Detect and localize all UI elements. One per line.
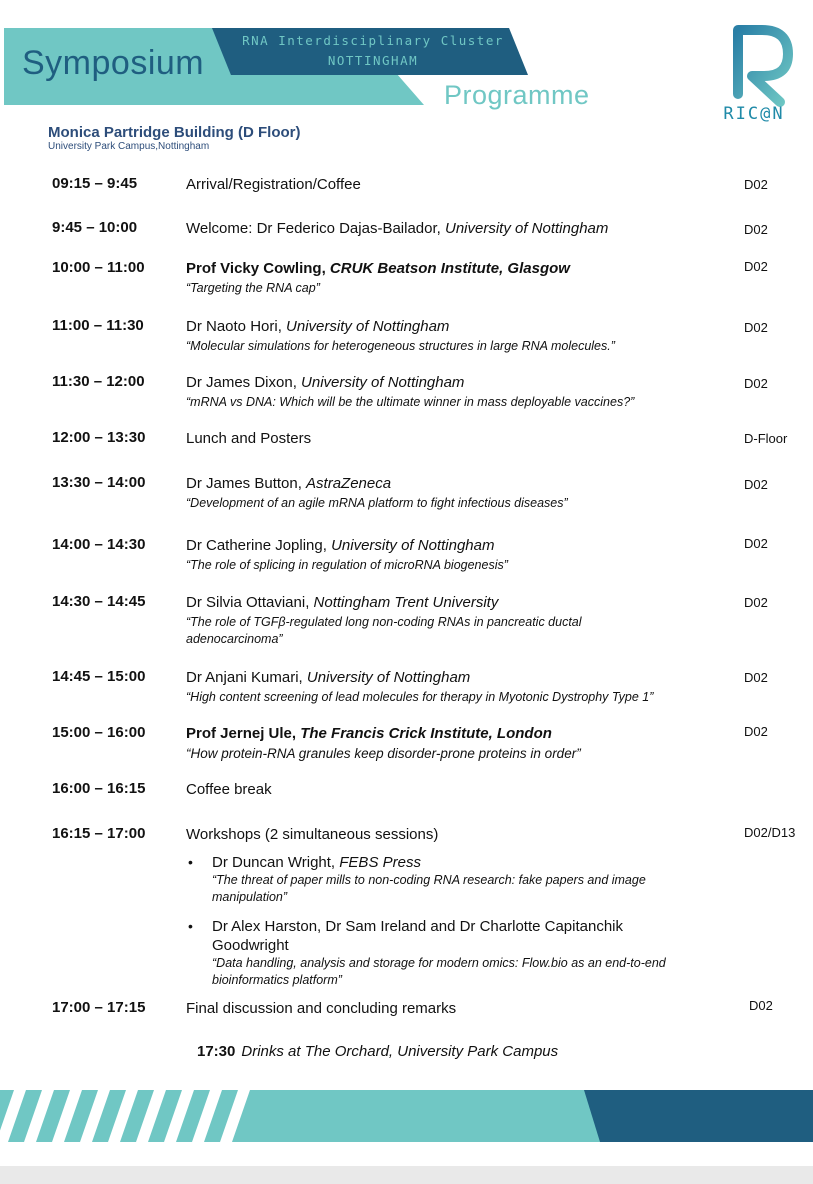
talk-title: “Development of an agile mRNA platform to fight infectious diseases”	[186, 496, 568, 510]
footer-stripes	[0, 1090, 813, 1142]
session-room: D02	[744, 477, 768, 492]
venue-campus: University Park Campus,Nottingham	[48, 141, 210, 152]
session-description	[186, 219, 726, 238]
talk-title: “The role of TGFβ-regulated long non-coding RNAs in pancreatic ductal adenocarcinoma”	[186, 615, 582, 646]
session-description	[186, 317, 726, 355]
talk-title: “Targeting the RNA cap”	[186, 281, 320, 295]
session-room: D02	[744, 177, 768, 192]
cluster-line-2: NOTTINGHAM	[327, 53, 419, 68]
session-room: D02	[744, 320, 768, 335]
session-title: Dr Anjani Kumari,	[186, 669, 307, 686]
session-room: D02/D13	[744, 825, 796, 840]
session-description	[186, 825, 726, 844]
session-affiliation: University of Nottingham	[331, 537, 495, 554]
session-time: 12:00 – 13:30	[52, 429, 146, 446]
workshop-item	[188, 853, 728, 906]
session-time: 14:45 – 15:00	[52, 668, 146, 685]
session-title: Arrival/Registration/Coffee	[186, 176, 361, 193]
session-title: Lunch and Posters	[186, 430, 312, 447]
closing-drinks	[197, 1043, 558, 1060]
session-room: D02	[744, 724, 768, 739]
closing-time: 17:30	[197, 1043, 236, 1060]
session-title: Prof Vicky Cowling,	[186, 260, 330, 277]
workshop-speaker: Dr Duncan Wright,	[212, 854, 340, 871]
session-affiliation: CRUK Beatson Institute, Glasgow	[329, 260, 570, 277]
session-room: D02	[744, 376, 768, 391]
session-room: D02	[744, 670, 768, 685]
session-description	[186, 429, 726, 448]
session-time: 16:15 – 17:00	[52, 825, 146, 842]
session-title: Dr James Dixon,	[186, 374, 302, 391]
session-time: 11:00 – 11:30	[52, 317, 144, 334]
cluster-line-1: RNA Interdisciplinary Cluster	[242, 33, 504, 48]
session-title: Dr James Button,	[186, 475, 307, 492]
workshop-talk: “Data handling, analysis and storage for modern omics: Flow.bio as an end-to-end bioinformatics platform”	[212, 956, 666, 987]
session-description	[186, 259, 726, 297]
session-room: D02	[744, 222, 768, 237]
session-title: Dr Naoto Hori,	[186, 318, 287, 335]
session-time: 14:30 – 14:45	[52, 593, 146, 610]
session-time: 16:00 – 16:15	[52, 780, 146, 797]
talk-title: “mRNA vs DNA: Which will be the ultimate winner in mass deployable vaccines?”	[186, 395, 635, 409]
session-room: D02	[749, 998, 773, 1013]
session-affiliation: Nottingham Trent University	[313, 594, 499, 611]
session-title: Dr Silvia Ottaviani,	[186, 594, 314, 611]
session-time: 15:00 – 16:00	[52, 724, 146, 741]
cluster-name	[228, 31, 518, 71]
logo-text: RIC@N	[723, 104, 785, 124]
session-description	[186, 593, 726, 648]
session-description	[186, 474, 726, 512]
session-description	[186, 724, 726, 762]
closing-text: Drinks at The Orchard, University Park Campus	[241, 1043, 559, 1060]
session-title: Coffee break	[186, 781, 272, 798]
talk-title: “Molecular simulations for heterogeneous structures in large RNA molecules.”	[186, 339, 615, 353]
talk-title: “High content screening of lead molecules for therapy in Myotonic Dystrophy Type 1”	[186, 690, 654, 704]
bullet: •	[188, 854, 193, 870]
session-title: Final discussion and concluding remarks	[186, 1000, 457, 1017]
session-affiliation: The Francis Crick Institute, London	[300, 725, 552, 742]
session-affiliation: AstraZeneca	[306, 475, 392, 492]
talk-title: “How protein-RNA granules keep disorder-prone proteins in order”	[186, 746, 581, 761]
session-description	[186, 999, 726, 1018]
page-title: Symposium	[22, 44, 205, 82]
session-description	[186, 373, 726, 411]
session-description	[186, 668, 726, 706]
workshop-speaker: Dr Alex Harston, Dr Sam Ireland and Dr Charlotte Capitanchik Goodwright	[212, 918, 624, 954]
workshop-list	[188, 853, 728, 989]
session-time: 11:30 – 12:00	[52, 373, 145, 390]
venue-building: Monica Partridge Building (D Floor)	[48, 124, 301, 141]
session-affiliation: University of Nottingham	[286, 318, 450, 335]
session-description	[186, 780, 726, 799]
workshop-item	[188, 917, 728, 989]
session-time: 9:45 – 10:00	[52, 219, 138, 236]
bullet: •	[188, 918, 193, 934]
session-affiliation: University of Nottingham	[301, 374, 465, 391]
session-room: D-Floor	[744, 431, 788, 446]
talk-title: “The role of splicing in regulation of microRNA biogenesis”	[186, 558, 508, 572]
session-title: Workshops (2 simultaneous sessions)	[186, 826, 439, 843]
session-title: Prof Jernej Ule,	[186, 725, 301, 742]
workshop-affiliation: FEBS Press	[339, 854, 421, 871]
session-time: 09:15 – 9:45	[52, 175, 138, 192]
session-affiliation: University of Nottingham	[444, 220, 609, 237]
session-title: Dr Catherine Jopling,	[186, 537, 332, 554]
workshop-talk: “The threat of paper mills to non-coding RNA research: fake papers and image manipulation”	[212, 873, 646, 904]
session-affiliation: University of Nottingham	[306, 669, 471, 686]
session-time: 13:30 – 14:00	[52, 474, 146, 491]
session-description	[186, 536, 726, 574]
session-room: D02	[744, 259, 768, 274]
session-room: D02	[744, 536, 768, 551]
session-title: Welcome: Dr Federico Dajas-Bailador,	[186, 220, 445, 237]
session-time: 10:00 – 11:00	[52, 259, 145, 276]
session-room: D02	[744, 595, 768, 610]
session-time: 14:00 – 14:30	[52, 536, 146, 553]
page-subtitle: Programme	[444, 80, 590, 110]
session-description	[186, 175, 726, 194]
session-time: 17:00 – 17:15	[52, 999, 146, 1016]
